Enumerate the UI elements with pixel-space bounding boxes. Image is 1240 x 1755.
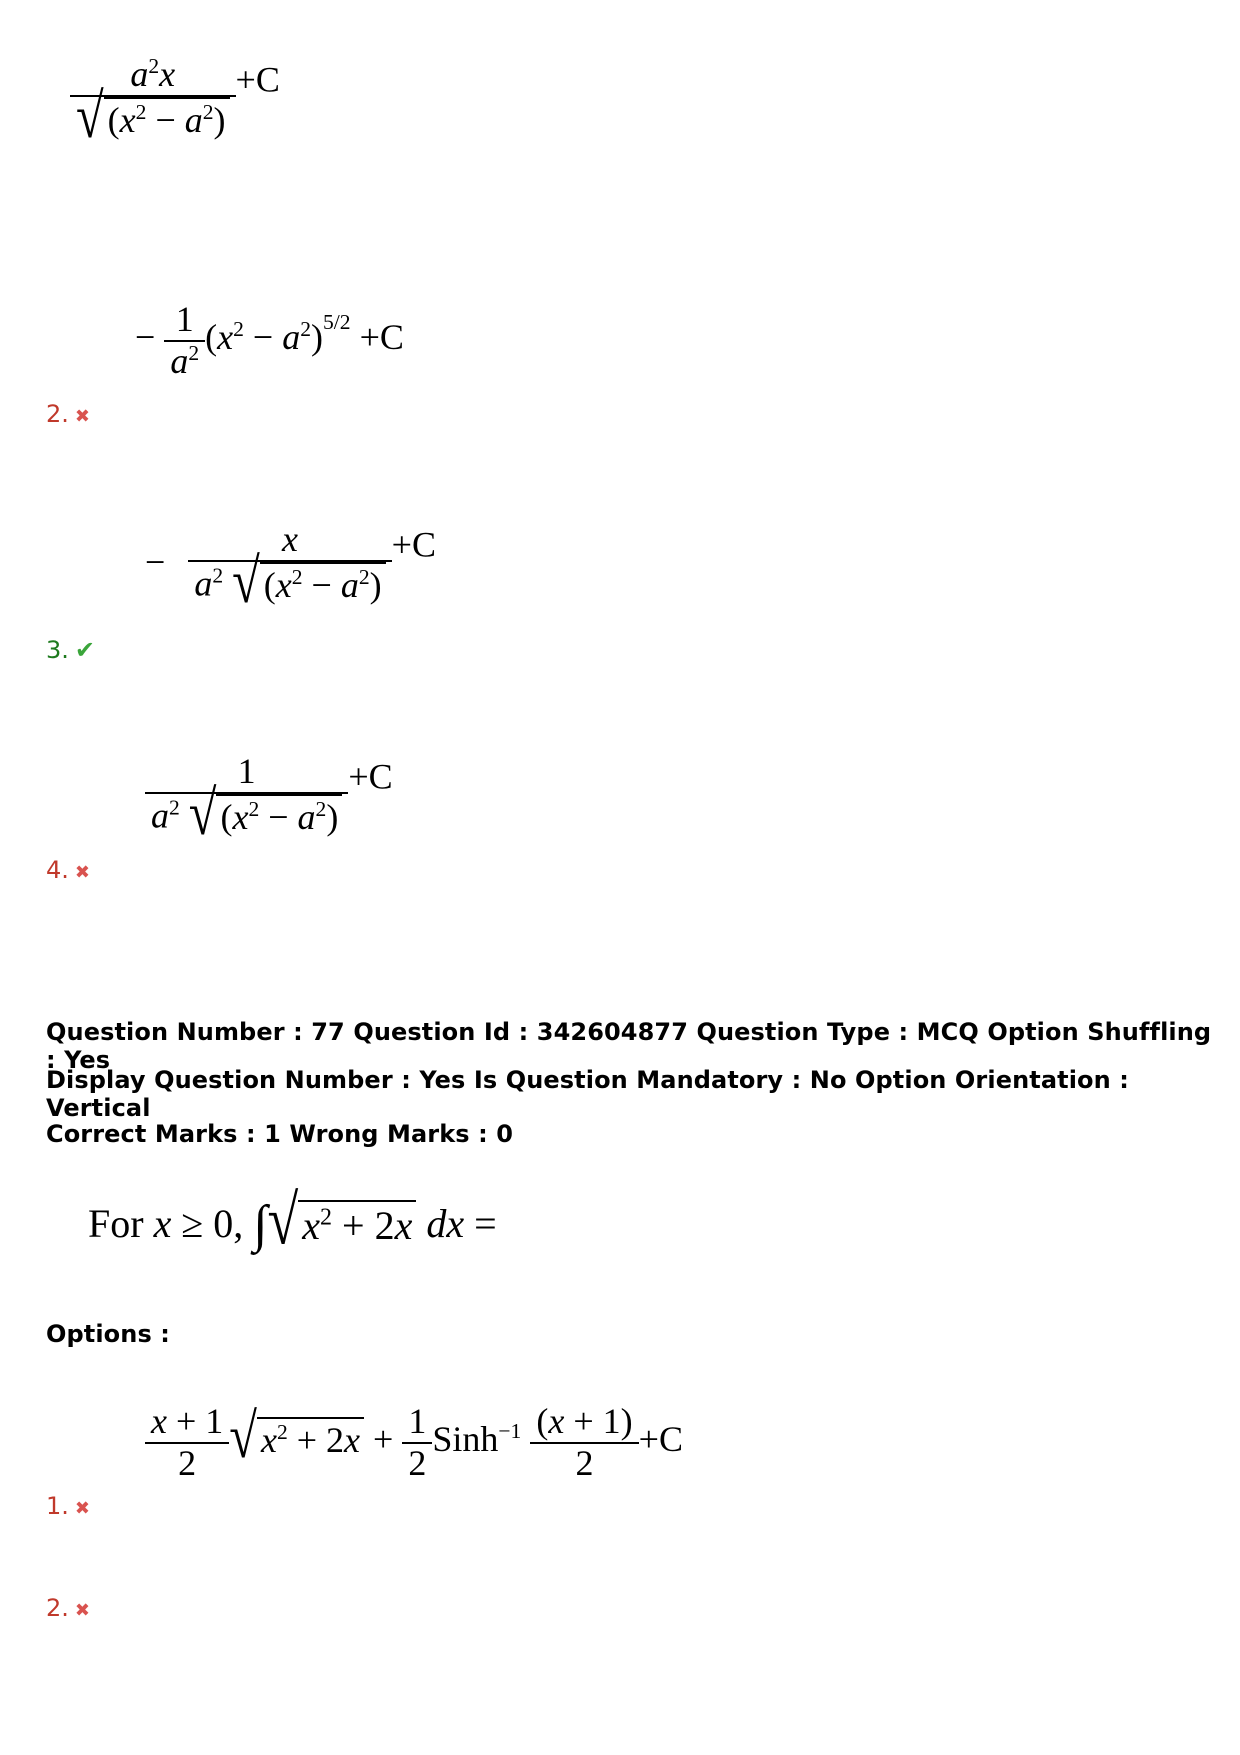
prev-option-4-expression: 1 $a^2$ √ $(x^2 - a^2)$ +C: [145, 752, 393, 844]
cross-icon: ✖: [74, 406, 90, 427]
fraction: [70, 54, 236, 151]
prev-option-2-expression: − $\frac{1}{a^2}$ $(x^2 - a^2)^{5/2} +C$: [135, 299, 404, 381]
prev-option-1-expression: [70, 54, 280, 151]
fraction: x $a^2$ √ $(x^2 - a^2)$: [188, 520, 391, 612]
integral-sign: ∫: [253, 1196, 268, 1253]
question-stem: For x ≥ 0, ∫ √ $x^2 + 2x$ dx =: [88, 1182, 497, 1260]
option-number-4: 4. ✖: [46, 856, 90, 884]
options-label: Options :: [46, 1320, 170, 1348]
q77-option-number-1: 1. ✖: [46, 1492, 90, 1520]
denominator: √ $(x^2 - a^2)$: [70, 97, 236, 147]
cross-icon: ✖: [74, 862, 90, 883]
constant-term: +C: [235, 59, 280, 100]
option-number-2: 2. ✖: [46, 400, 90, 428]
prev-option-3-expression: − x $a^2$ √ $(x^2 - a^2)$ +C: [145, 519, 436, 616]
option-number-3: 3. ✔: [46, 636, 96, 664]
question-meta-line-3: Correct Marks : 1 Wrong Marks : 0: [46, 1120, 514, 1148]
q77-option-number-2: 2. ✖: [46, 1594, 90, 1622]
cross-icon: ✖: [74, 1600, 90, 1621]
check-icon: ✔: [74, 636, 96, 664]
fraction: 1 $a^2$ √ $(x^2 - a^2)$: [145, 752, 348, 844]
question-meta-line-1: Question Number : 77 Question Id : 342604877 Question Type : MCQ Option Shuffling : Yes: [46, 1018, 1212, 1074]
fraction: $\frac{1}{a^2}$: [164, 300, 205, 381]
q77-option-1-expression: $\frac{x + 1}{2}$ √ $x^2 + 2x$ + $\frac{1}{2}$ Sinh$^{-1}$ $\frac{(x + 1)}{2}$ +C: [145, 1402, 683, 1483]
question-meta-line-2: Display Question Number : Yes Is Question Mandatory : No Option Orientation : Vertical: [46, 1066, 1129, 1122]
cross-icon: ✖: [74, 1498, 90, 1519]
numerator: $a^2x$: [130, 54, 176, 94]
